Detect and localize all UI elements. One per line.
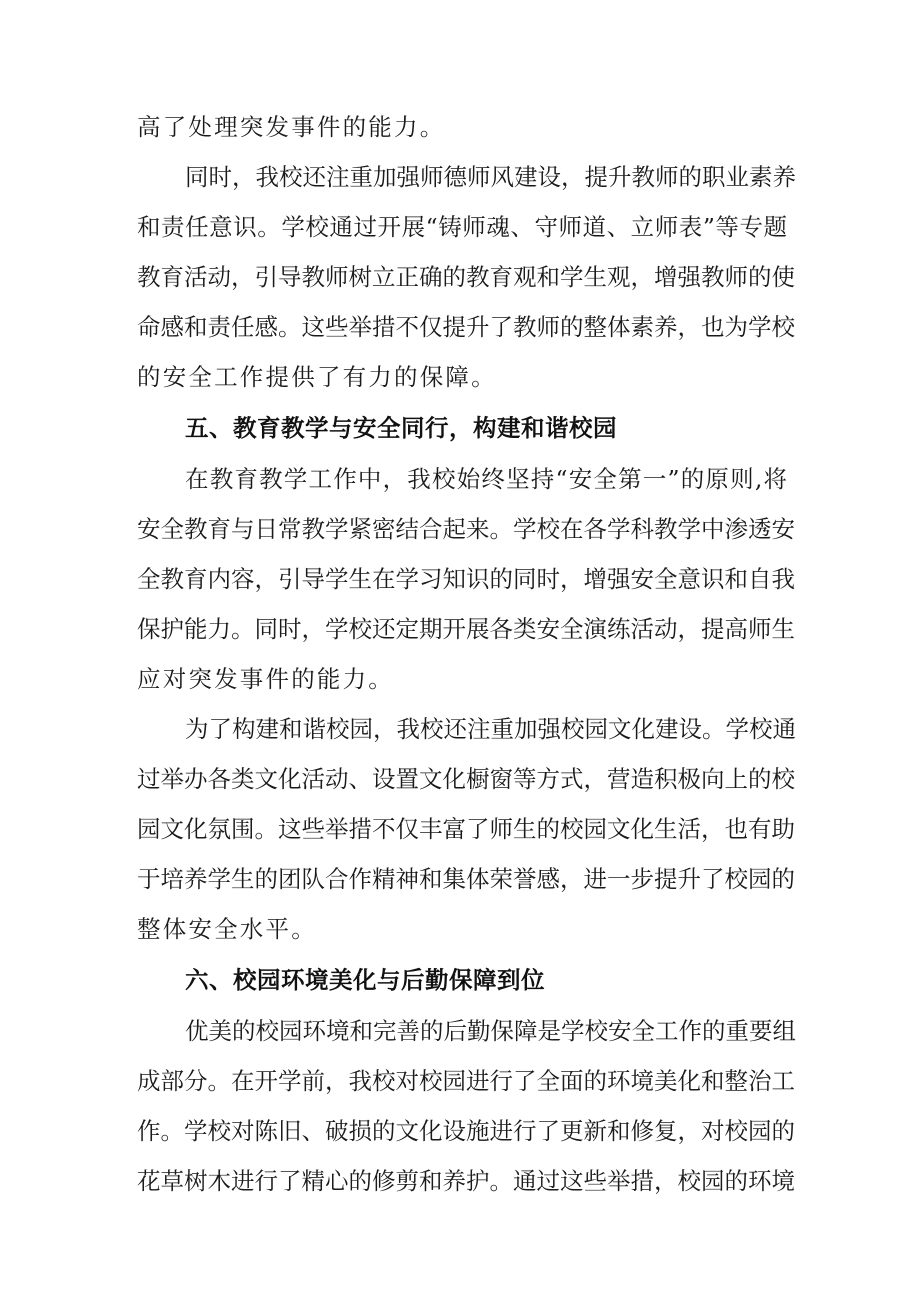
text-line: 全教育内容，引导学生在学习知识的同时，增强安全意识和自我 xyxy=(137,565,795,593)
paragraph xyxy=(137,102,787,152)
paragraph xyxy=(137,704,796,954)
text-line: 园文化氛围。这些举措不仅丰富了师生的校园文化生活，也有助 xyxy=(137,815,795,843)
paragraph xyxy=(137,152,796,402)
text-line: 保护能力。同时，学校还定期开展各类安全演练活动，提高师生 xyxy=(137,615,795,643)
text-line: 优美的校园环境和完善的后勤保障是学校安全工作的重要组 xyxy=(185,1017,796,1045)
text-line: 过举办各类文化活动、设置文化橱窗等方式，营造积极向上的校 xyxy=(137,765,795,793)
text-line: 花草树木进行了精心的修剪和养护。通过这些举措，校园的环境 xyxy=(137,1167,795,1195)
text-line: 教育活动，引导教师树立正确的教育观和学生观，增强教师的使 xyxy=(137,263,795,291)
section-heading-6: 六、校园环境美化与后勤保障到位 xyxy=(185,966,545,994)
text-line: 于培养学生的团队合作精神和集体荣誉感，进一步提升了校园的 xyxy=(137,865,795,893)
text-line: 高了处理突发事件的能力。 xyxy=(137,113,446,141)
text-line: 成部分。在开学前，我校对校园进行了全面的环境美化和整治工 xyxy=(137,1067,795,1095)
text-line: 在教育教学工作中，我校始终坚持“安全第一”的原则,将 xyxy=(185,465,787,493)
text-line: 安全教育与日常教学紧密结合起来。学校在各学科教学中渗透安 xyxy=(137,515,795,543)
text-line: 为了构建和谐校园，我校还注重加强校园文化建设。学校通 xyxy=(185,715,796,743)
text-line: 作。学校对陈旧、破损的文化设施进行了更新和修复，对校园的 xyxy=(137,1117,795,1145)
paragraph xyxy=(137,454,795,704)
text-line: 同时，我校还注重加强师德师风建设，提升教师的职业素养 xyxy=(185,163,796,191)
text-line: 和责任意识。学校通过开展“铸师魂、守师道、立师表”等专题 xyxy=(137,213,787,241)
text-line: 应对突发事件的能力。 xyxy=(137,665,394,693)
text-line: 整体安全水平。 xyxy=(137,915,317,943)
text-line: 命感和责任感。这些举措不仅提升了教师的整体素养，也为学校 xyxy=(137,313,795,341)
document-page xyxy=(137,102,796,1206)
text-line: 的安全工作提供了有力的保障。 xyxy=(137,363,497,391)
section-heading-5: 五、教育教学与安全同行，构建和谐校园 xyxy=(185,414,617,442)
paragraph xyxy=(137,1006,796,1206)
